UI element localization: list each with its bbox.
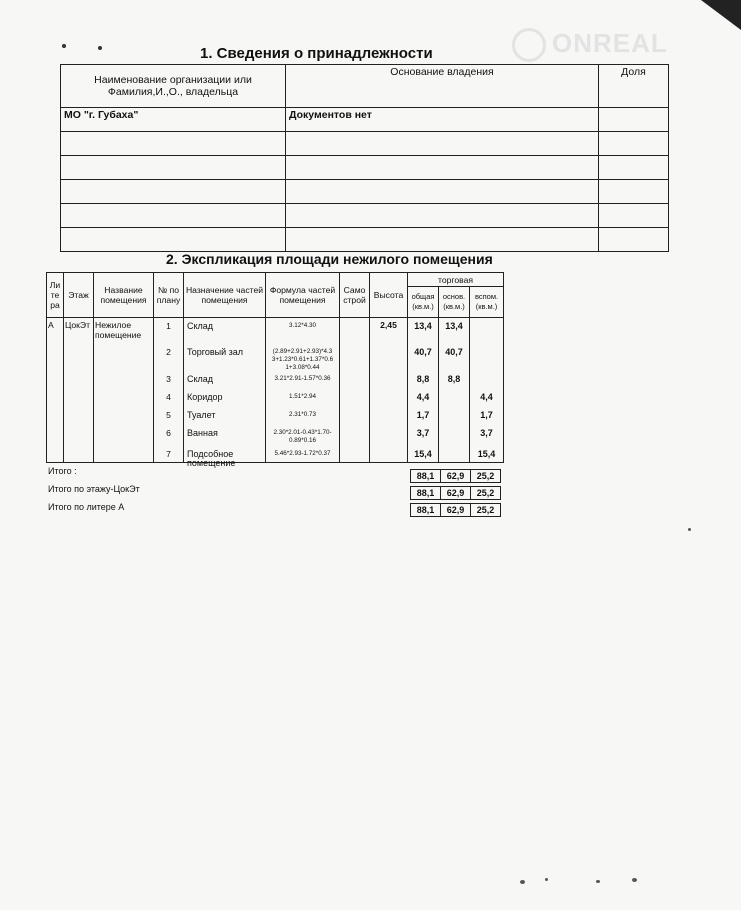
total-area-value: 15,4	[414, 449, 432, 459]
basis-header: Основание владения	[286, 65, 599, 108]
room-name-value: Нежилое помещение	[95, 320, 142, 340]
aux-area-value: 1,7	[480, 410, 493, 420]
plan-number-value: 5	[166, 410, 171, 420]
ownership-table	[60, 64, 669, 252]
plan-number-cell	[154, 318, 184, 463]
share-cell	[599, 204, 669, 228]
basis-cell	[286, 228, 599, 252]
scan-speck	[62, 44, 66, 48]
scan-speck	[632, 878, 637, 882]
owner-cell: МО "г. Губаха"	[61, 108, 286, 132]
section1-title: 1. Сведения о принадлежности	[200, 45, 433, 62]
total-area-header: общая (кв.м.)	[408, 287, 439, 318]
scan-speck	[98, 46, 102, 50]
table-row	[61, 156, 669, 180]
main-area-cell	[439, 318, 470, 463]
floor-header: Этаж	[64, 273, 94, 318]
share-cell	[599, 156, 669, 180]
share-cell	[599, 228, 669, 252]
aux-area-sum: 25,2	[471, 470, 501, 483]
main-area-value: 40,7	[445, 347, 463, 357]
aux-area-value: 4,4	[480, 392, 493, 402]
owner-cell	[61, 132, 286, 156]
main-area-sum: 62,9	[441, 504, 471, 517]
room-name-header: Название помещения	[94, 273, 154, 318]
floor-value: ЦокЭт	[65, 320, 91, 330]
floor-cell	[64, 318, 94, 463]
aux-area-header: вспом. (кв.м.)	[470, 287, 504, 318]
formula-cell	[266, 318, 340, 463]
main-area-sum: 62,9	[441, 470, 471, 483]
share-cell	[599, 132, 669, 156]
owner-cell	[61, 156, 286, 180]
basis-cell	[286, 132, 599, 156]
room-name-cell	[94, 318, 154, 463]
basis-cell	[286, 180, 599, 204]
litera-total-values	[410, 503, 501, 517]
basis-cell	[286, 204, 599, 228]
watermark-text: ONREAL	[552, 28, 668, 58]
total-area-value: 1,7	[416, 410, 430, 420]
share-cell	[599, 108, 669, 132]
basis-cell: Документов нет	[286, 108, 599, 132]
litera-cell	[47, 318, 64, 463]
owner-cell	[61, 180, 286, 204]
floor-total-values	[410, 486, 501, 500]
scan-corner-shadow	[701, 0, 741, 30]
scan-speck	[688, 528, 691, 531]
height-value: 2,45	[380, 320, 397, 330]
table-row	[61, 132, 669, 156]
trade-group-header: торговая	[408, 273, 504, 287]
height-cell	[370, 318, 408, 463]
litera-value: А	[48, 320, 54, 330]
total-area-cell	[408, 318, 439, 463]
owner-header: Наименование организации или Фамилия,И.,О., владельца	[61, 65, 286, 108]
explication-data-row	[47, 318, 504, 463]
basis-cell	[286, 156, 599, 180]
share-cell	[599, 180, 669, 204]
total-label: Итого :	[48, 466, 77, 476]
self-built-cell	[340, 318, 370, 463]
self-built-header: Само строй	[340, 273, 370, 318]
house-logo-icon	[512, 28, 546, 62]
formula-value: 1.51*2.94	[289, 393, 316, 400]
litera-total-label: Итого по литере А	[48, 502, 125, 512]
formula-value: 5.46*2.93-1.72*0.37	[274, 450, 331, 457]
purpose-value: Склад	[187, 374, 214, 384]
total-area-sum: 88,1	[411, 487, 441, 500]
height-header: Высота	[370, 273, 408, 318]
explication-header-row	[47, 273, 504, 287]
plan-number-value: 3	[166, 374, 171, 384]
aux-area-value: 15,4	[477, 449, 496, 459]
main-area-sum: 62,9	[441, 487, 471, 500]
main-area-value: 8,8	[447, 374, 461, 384]
formula-header: Формула частей помещения	[266, 273, 340, 318]
purpose-cell	[184, 318, 266, 468]
formula-value: (2.89+2.91+2.93)*4.3 3+1.23*0.61+1.37*0.6 1+3.08*0.44	[271, 348, 334, 371]
plan-number-value: 2	[166, 347, 171, 357]
plan-number-value: 6	[166, 428, 171, 438]
total-area-sum: 88,1	[411, 470, 441, 483]
purpose-value: Торговый зал	[187, 347, 244, 357]
purpose-value: Туалет	[187, 410, 216, 420]
section2-title: 2. Экспликация площади нежилого помещения	[166, 251, 493, 267]
plan-number-value: 4	[166, 392, 171, 402]
explication-table	[46, 272, 504, 468]
total-area-sum: 88,1	[411, 504, 441, 517]
table-row	[61, 108, 669, 132]
scan-speck	[520, 880, 525, 884]
table-row	[61, 204, 669, 228]
scan-speck	[596, 880, 600, 883]
plan-number-value: 7	[166, 449, 171, 459]
total-area-value: 13,4	[414, 321, 432, 331]
main-area-value: 13,4	[445, 321, 463, 331]
aux-area-cell	[470, 318, 504, 463]
share-header: Доля	[599, 65, 669, 108]
aux-area-sum: 25,2	[471, 504, 501, 517]
ownership-header-row	[61, 65, 669, 108]
formula-value: 3.21*2.91-1.57*0.36	[274, 375, 331, 382]
purpose-value: Склад	[187, 321, 214, 331]
owner-cell	[61, 228, 286, 252]
total-area-value: 4,4	[416, 392, 430, 402]
onreal-watermark	[512, 28, 668, 62]
purpose-value: Коридор	[187, 392, 223, 402]
purpose-value: Подсобное помещение	[187, 449, 236, 468]
floor-total-label: Итого по этажу-ЦокЭт	[48, 484, 140, 494]
total-values	[410, 469, 501, 483]
formula-value: 2.30*2.01-0.43*1.70- 0.89*0.16	[273, 429, 332, 444]
main-area-header: основ. (кв.м.)	[439, 287, 470, 318]
purpose-header: Назначение частей помещения	[184, 273, 266, 318]
aux-area-value: 3,7	[480, 428, 493, 438]
purpose-value: Ванная	[187, 428, 218, 438]
formula-value: 3.12*4.30	[289, 322, 316, 329]
plan-number-value: 1	[166, 321, 171, 331]
total-area-value: 8,8	[416, 374, 430, 384]
plan-number-header: № по плану	[154, 273, 184, 318]
scan-speck	[545, 878, 548, 881]
formula-value: 2.31*0.73	[289, 411, 316, 418]
total-area-value: 40,7	[414, 347, 432, 357]
total-area-value: 3,7	[416, 428, 430, 438]
table-row	[61, 228, 669, 252]
aux-area-sum: 25,2	[471, 487, 501, 500]
litera-header: Ли те ра	[47, 273, 64, 318]
table-row	[61, 180, 669, 204]
owner-cell	[61, 204, 286, 228]
